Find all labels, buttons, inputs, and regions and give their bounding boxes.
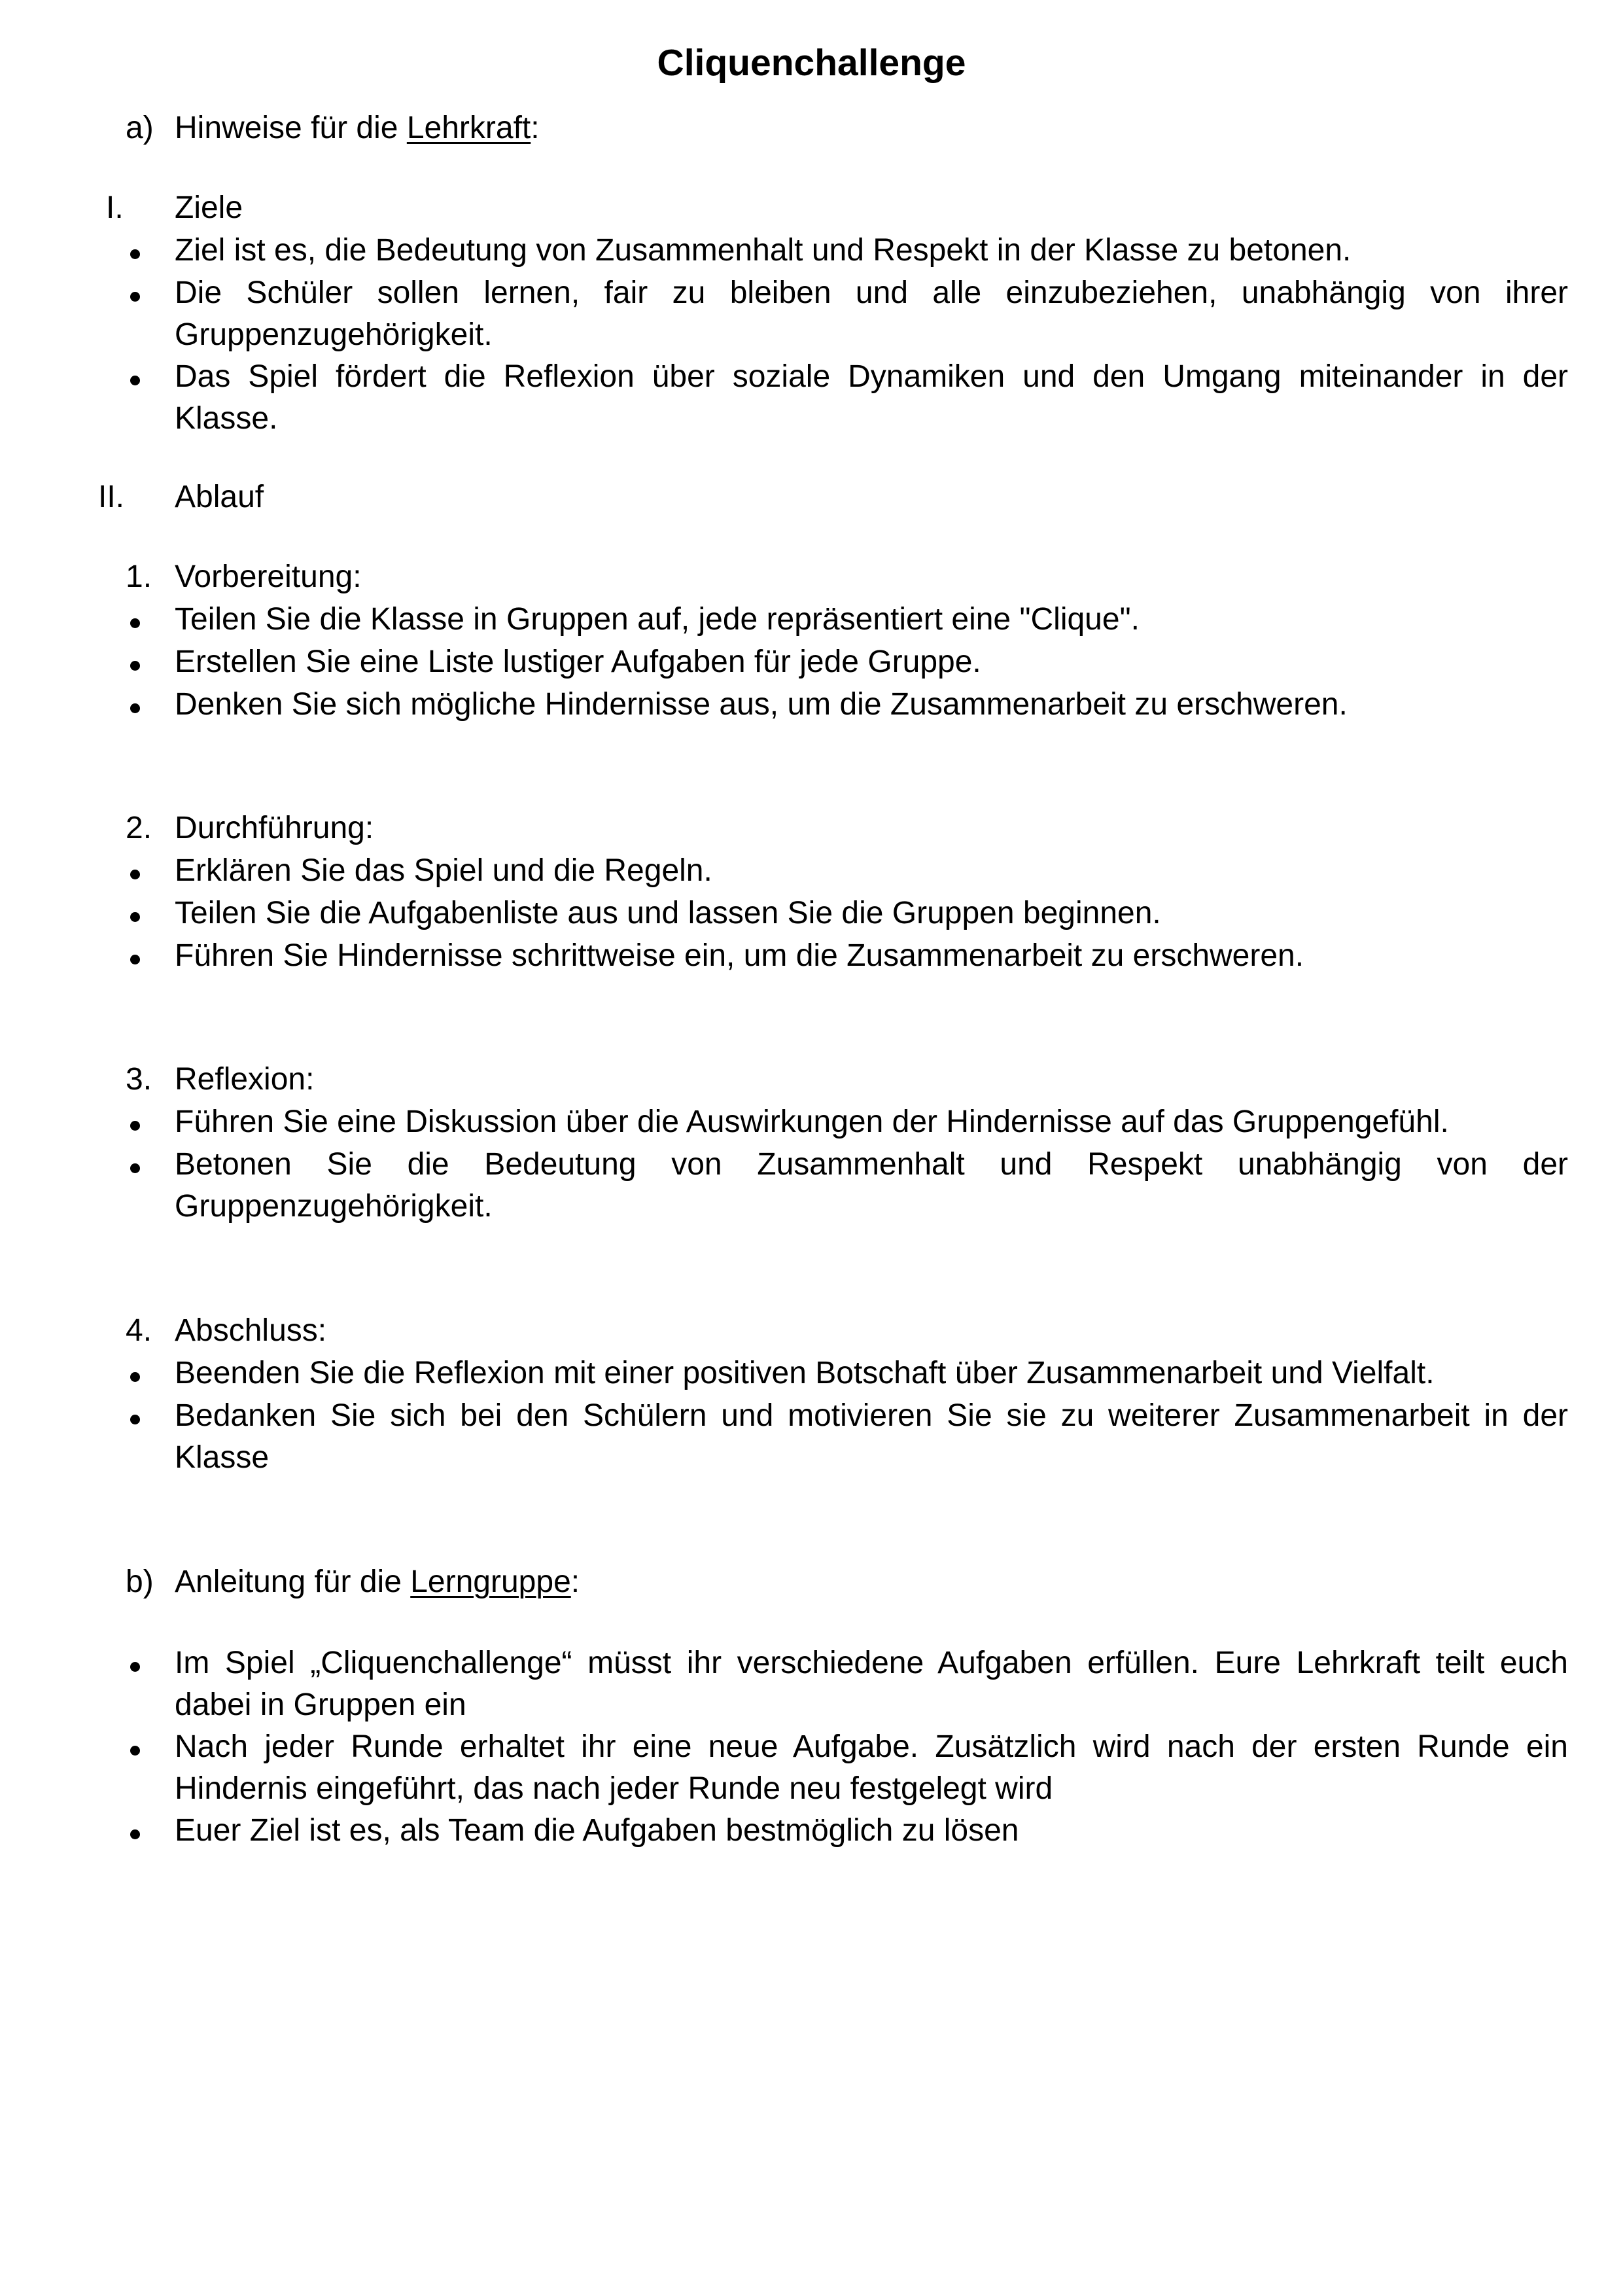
bullet-dot <box>130 376 140 385</box>
step-1-item-1: Teilen Sie die Klasse in Gruppen auf, jede repräsentiert eine "Clique". <box>175 602 1140 637</box>
bullet-dot <box>130 661 140 671</box>
bullet-dot <box>130 955 140 964</box>
step-1-item-3: Denken Sie sich mögliche Hindernisse aus, um die Zusammenarbeit zu erschweren. <box>175 687 1348 722</box>
ziele-item-2 <box>175 272 1568 356</box>
lerngruppe-item-1 <box>175 1642 1568 1726</box>
bullet-dot <box>130 703 140 713</box>
step-3-item-2-line-2: Gruppenzugehörigkeit. <box>175 1189 493 1224</box>
bullet-dot <box>130 1121 140 1131</box>
ziele-item-2-line-2: Gruppenzugehörigkeit. <box>175 317 493 352</box>
bullet-dot <box>130 1829 140 1839</box>
roman-1-marker: I. <box>106 190 124 225</box>
lerngruppe-item-2-line-2: Hindernis eingeführt, das nach jeder Runde neu festgelegt wird <box>175 1771 1053 1806</box>
lerngruppe-item-2 <box>175 1726 1568 1810</box>
section-a-text: Hinweise für die <box>175 111 407 145</box>
step-3-label: Reflexion: <box>175 1062 315 1097</box>
bullet-dot <box>130 1746 140 1756</box>
bullet-dot <box>130 1415 140 1424</box>
step-3-item-2 <box>175 1144 1568 1227</box>
bullet-dot <box>130 618 140 628</box>
step-4-item-1: Beenden Sie die Reflexion mit einer positiven Botschaft über Zusammenarbeit und Vielfalt. <box>175 1356 1435 1390</box>
section-b-underlined: Lerngruppe <box>410 1564 571 1599</box>
step-2-item-1: Erklären Sie das Spiel und die Regeln. <box>175 853 712 888</box>
section-b-text: Anleitung für die <box>175 1564 411 1599</box>
bullet-dot <box>130 292 140 302</box>
ziele-item-2-line-1: Die Schüler sollen lernen, fair zu bleiben und alle einzubeziehen, unabhängig von ihrer <box>175 275 1568 310</box>
ziele-item-1: Ziel ist es, die Bedeutung von Zusammenhalt und Respekt in der Klasse zu betonen. <box>175 233 1352 268</box>
bullet-dot <box>130 1163 140 1173</box>
step-3-item-1: Führen Sie eine Diskussion über die Auswirkungen der Hindernisse auf das Gruppengefühl. <box>175 1104 1449 1139</box>
step-3-item-2-line-1: Betonen Sie die Bedeutung von Zusammenhalt und Respekt unabhängig von der <box>175 1147 1568 1182</box>
step-2-item-3: Führen Sie Hindernisse schrittweise ein, um die Zusammenarbeit zu erschweren. <box>175 938 1304 973</box>
step-1-label: Vorbereitung: <box>175 559 362 594</box>
step-4-number: 4. <box>126 1313 152 1348</box>
section-a-suffix: : <box>531 111 540 145</box>
roman-2-heading: Ablauf <box>175 480 264 514</box>
roman-2-marker: II. <box>98 480 125 514</box>
bullet-dot <box>130 1372 140 1382</box>
ziele-item-3-line-1: Das Spiel fördert die Reflexion über soziale Dynamiken und den Umgang miteinander in der <box>175 359 1568 394</box>
step-2-item-2: Teilen Sie die Aufgabenliste aus und lassen Sie die Gruppen beginnen. <box>175 896 1161 930</box>
document-title: Cliquenchallenge <box>657 42 966 84</box>
bullet-dot <box>130 1662 140 1672</box>
step-1-number: 1. <box>126 559 152 594</box>
step-4-item-2-line-1: Bedanken Sie sich bei den Schülern und motivieren Sie sie zu weiterer Zusammenarbeit in der <box>175 1398 1568 1433</box>
bullet-dot <box>130 912 140 922</box>
bullet-dot <box>130 249 140 259</box>
step-3-number: 3. <box>126 1062 152 1097</box>
lerngruppe-item-3: Euer Ziel ist es, als Team die Aufgaben bestmöglich zu lösen <box>175 1813 1019 1848</box>
section-b-suffix: : <box>570 1564 580 1599</box>
section-a-heading <box>175 107 540 149</box>
step-2-label: Durchführung: <box>175 811 374 845</box>
ziele-item-3 <box>175 356 1568 440</box>
step-4-item-2 <box>175 1395 1568 1479</box>
section-b-heading <box>175 1561 580 1603</box>
ziele-item-3-line-2: Klasse. <box>175 401 278 436</box>
lerngruppe-item-1-line-2: dabei in Gruppen ein <box>175 1687 466 1722</box>
section-b-marker: b) <box>126 1564 154 1599</box>
section-a-underlined: Lehrkraft <box>406 111 531 145</box>
step-4-item-2-line-2: Klasse <box>175 1440 270 1475</box>
lerngruppe-item-2-line-1: Nach jeder Runde erhaltet ihr eine neue Aufgabe. Zusätzlich wird nach der ersten Runde ein <box>175 1729 1568 1764</box>
step-2-number: 2. <box>126 811 152 845</box>
roman-1-heading: Ziele <box>175 190 243 225</box>
step-4-label: Abschluss: <box>175 1313 327 1348</box>
bullet-dot <box>130 870 140 879</box>
section-a-marker: a) <box>126 111 154 145</box>
lerngruppe-item-1-line-1: Im Spiel „Cliquenchallenge“ müsst ihr verschiedene Aufgaben erfüllen. Eure Lehrkraft teilt euch <box>175 1646 1568 1680</box>
step-1-item-2: Erstellen Sie eine Liste lustiger Aufgaben für jede Gruppe. <box>175 645 981 679</box>
